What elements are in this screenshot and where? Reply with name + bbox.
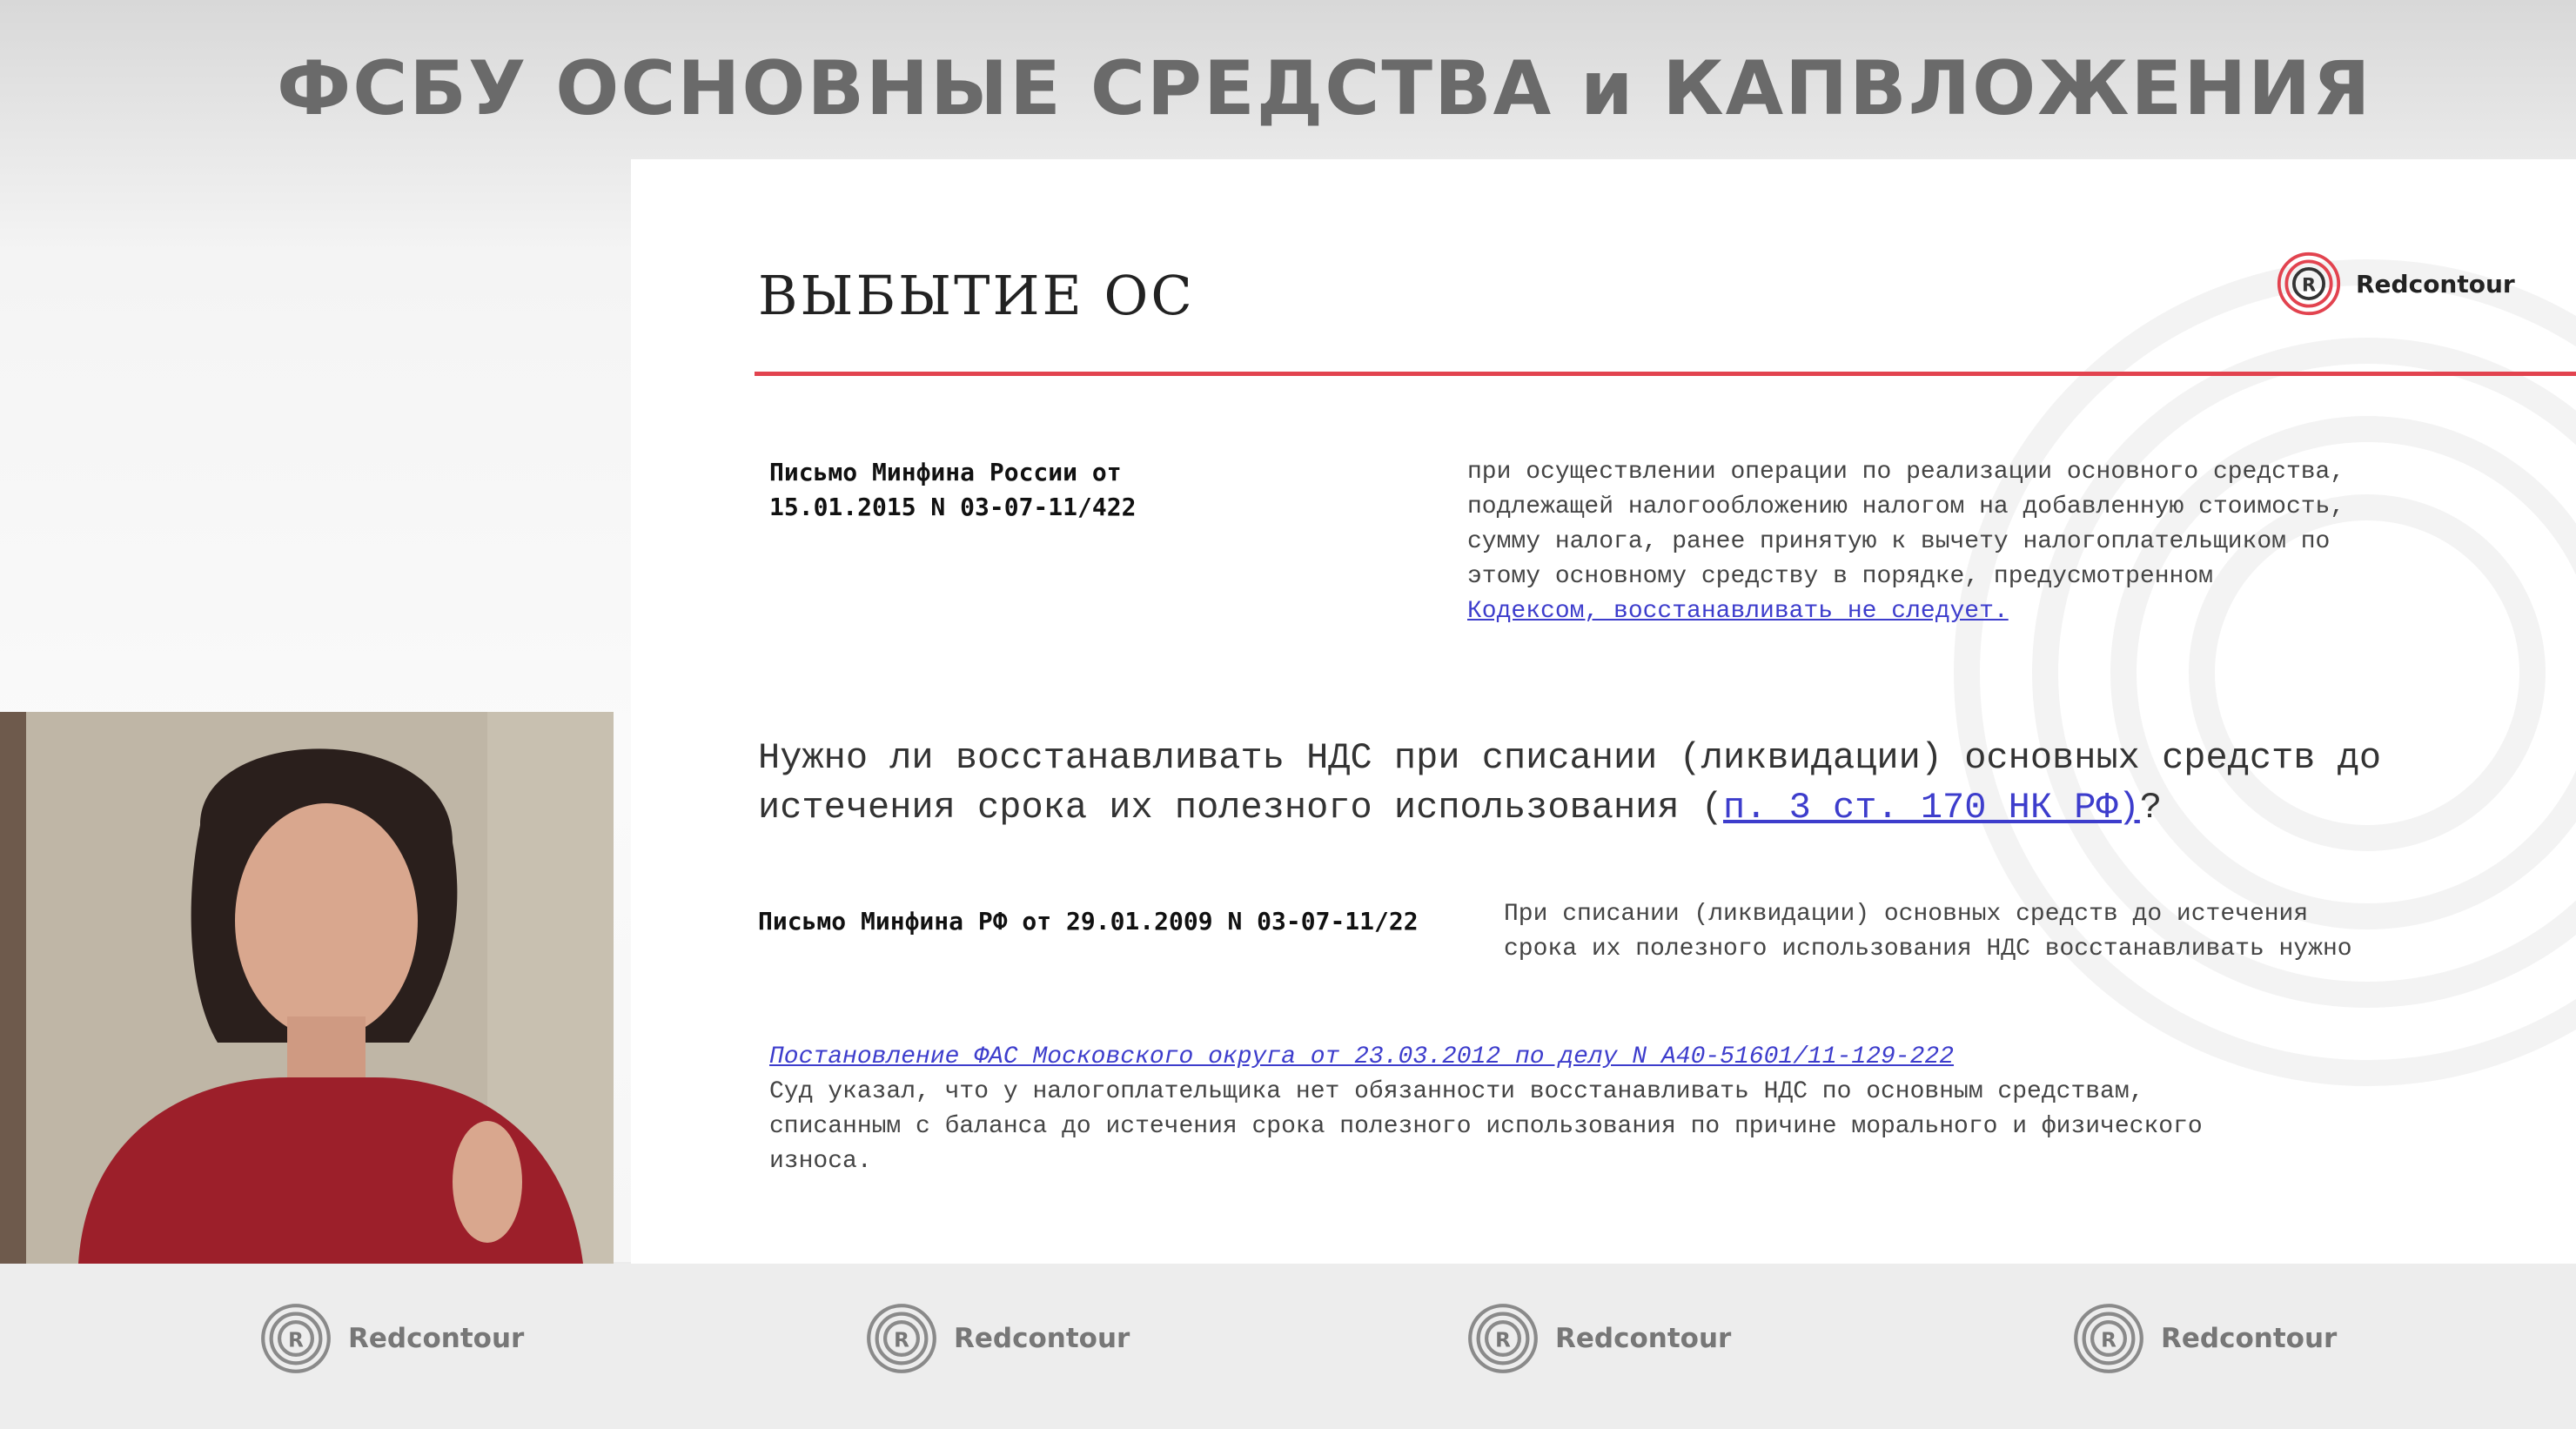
tax-code-link[interactable]: п. 3 ст. 170 НК РФ) bbox=[1722, 787, 2140, 829]
redcontour-logo-icon bbox=[2276, 251, 2342, 317]
question-text bbox=[758, 734, 2551, 833]
course-title: ФСБУ ОСНОВНЫЕ СРЕДСТВА и КАПВЛОЖЕНИЯ bbox=[277, 45, 2372, 132]
footer-brand-name: Redcontour bbox=[954, 1323, 1130, 1354]
svg-text:R: R bbox=[2301, 274, 2317, 296]
reference-line: Письмо Минфина России от bbox=[769, 458, 1122, 486]
quote-line: при осуществлении операции по реализации основного средства, bbox=[1467, 459, 2345, 486]
footer-bar bbox=[0, 1264, 2576, 1429]
quote-line: При списании (ликвидации) основных средств до истечения bbox=[1504, 901, 2309, 928]
svg-text:R: R bbox=[288, 1329, 304, 1352]
quote-line: срока их полезного использования НДС восстанавливать нужно bbox=[1504, 936, 2352, 963]
footer-logo-4 bbox=[2072, 1302, 2337, 1375]
presenter-video bbox=[0, 712, 614, 1264]
redcontour-logo-icon bbox=[259, 1302, 332, 1375]
svg-text:R: R bbox=[1495, 1329, 1511, 1352]
presenter-image bbox=[0, 712, 614, 1264]
redcontour-logo-icon bbox=[2072, 1302, 2145, 1375]
footer-brand-name: Redcontour bbox=[1555, 1323, 1732, 1354]
slide-brand-name: Redcontour bbox=[2356, 269, 2515, 299]
quote-line: подлежащей налогообложению налогом на добавленную стоимость, bbox=[1467, 493, 2345, 520]
footer-logo-2 bbox=[865, 1302, 1130, 1375]
question-mark: ? bbox=[2139, 787, 2163, 829]
question-body: Нужно ли восстанавливать НДС при списании (ликвидации) основных средств до истечения срока их полезного использования ( bbox=[758, 737, 2382, 829]
quote-minfin-2015 bbox=[1467, 455, 2345, 629]
quote-line: сумму налога, ранее принятую к вычету налогоплательщиком по bbox=[1467, 528, 2331, 555]
presentation-slide bbox=[631, 159, 2576, 1265]
court-ruling-line: Суд указал, что у налогоплательщика нет обязанности восстанавливать НДС по основным средствам, bbox=[769, 1078, 2144, 1105]
footer-logo-1 bbox=[259, 1302, 524, 1375]
court-ruling-block bbox=[769, 1040, 2203, 1179]
slide-brand-logo bbox=[2276, 251, 2515, 317]
court-ruling-line: списанным с баланса до истечения срока полезного использования по причине морального и физического bbox=[769, 1113, 2203, 1140]
title-divider bbox=[755, 372, 2576, 376]
svg-text:R: R bbox=[894, 1329, 909, 1352]
court-ruling-line: износа. bbox=[769, 1148, 872, 1175]
redcontour-logo-icon bbox=[1466, 1302, 1540, 1375]
watermark-circles-icon bbox=[1932, 238, 2576, 1108]
code-link[interactable]: Кодексом, восстанавливать не следует. bbox=[1467, 598, 2009, 625]
slide-title: ВЫБЫТИЕ ОС bbox=[758, 264, 1195, 327]
footer-brand-name: Redcontour bbox=[2161, 1323, 2338, 1354]
svg-text:R: R bbox=[2101, 1329, 2116, 1352]
reference-minfin-2015 bbox=[769, 455, 1136, 525]
footer-brand-name: Redcontour bbox=[348, 1323, 525, 1354]
reference-minfin-2009: Письмо Минфина РФ от 29.01.2009 N 03-07-11/22 bbox=[758, 907, 1419, 936]
redcontour-logo-icon bbox=[865, 1302, 938, 1375]
court-ruling-link[interactable]: Постановление ФАС Московского округа от 23.03.2012 по делу N А40-51601/11-129-222 bbox=[769, 1043, 1955, 1070]
footer-logo-3 bbox=[1466, 1302, 1731, 1375]
quote-minfin-2009 bbox=[1504, 897, 2352, 967]
quote-line: этому основному средству в порядке, предусмотренном bbox=[1467, 563, 2213, 590]
reference-line: 15.01.2015 N 03-07-11/422 bbox=[769, 493, 1137, 521]
